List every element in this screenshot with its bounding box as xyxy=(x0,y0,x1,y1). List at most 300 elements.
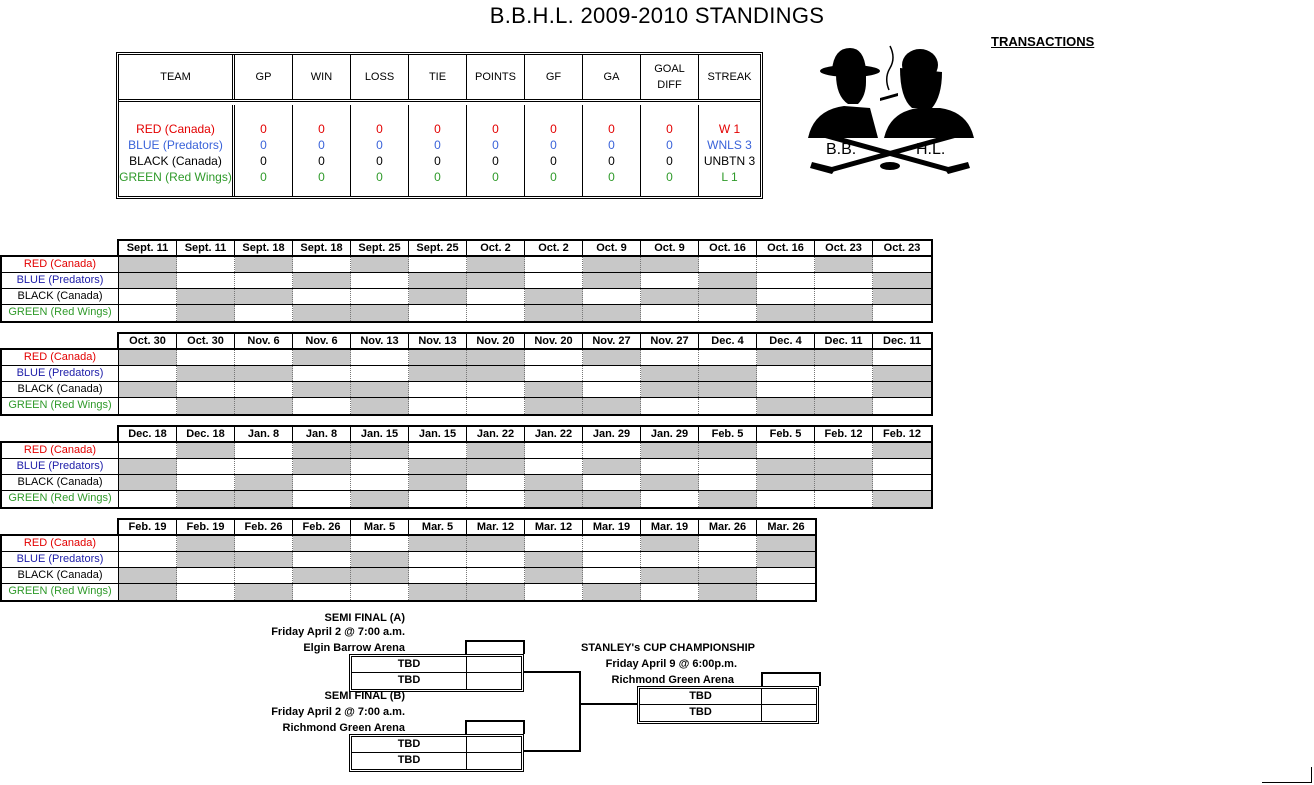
schedule-cell xyxy=(525,536,583,551)
schedule-cell xyxy=(177,289,235,304)
schedule-date: Jan. 22 xyxy=(467,427,525,441)
schedule-date: Dec. 18 xyxy=(119,427,177,441)
schedule-cell xyxy=(641,366,699,381)
schedule-cell xyxy=(293,552,351,567)
schedule-cell xyxy=(351,584,409,600)
league-logo xyxy=(800,38,980,178)
schedule-cell xyxy=(119,536,177,551)
schedule-grid xyxy=(0,441,933,509)
final-team-1: TBD xyxy=(640,689,762,704)
header-ga: GA xyxy=(583,55,641,99)
schedule-team-label: GREEN (Red Wings) xyxy=(2,491,119,507)
schedule-cell xyxy=(699,257,757,272)
schedule-cell xyxy=(177,536,235,551)
schedule-cell xyxy=(757,398,815,414)
schedule-cell xyxy=(293,398,351,414)
standings-cell-points: 0 xyxy=(492,154,499,168)
header-team: TEAM xyxy=(119,55,235,99)
header-goal-diff: GOAL DIFF xyxy=(641,55,699,99)
schedule-cell xyxy=(177,584,235,600)
schedule-cell xyxy=(235,568,293,583)
schedule-cell xyxy=(873,459,931,474)
schedule-row xyxy=(2,475,931,491)
schedule-date-header xyxy=(117,332,933,348)
schedule-date: Nov. 27 xyxy=(641,334,699,348)
schedule-cell xyxy=(235,459,293,474)
schedule-cell xyxy=(293,443,351,458)
schedule-cell xyxy=(873,289,931,304)
standings-body xyxy=(119,105,760,196)
schedule-cell xyxy=(757,568,815,583)
semi-b-title: SEMI FINAL (B) xyxy=(324,690,405,702)
schedule-team-label: BLACK (Canada) xyxy=(2,568,119,583)
schedule-cell xyxy=(583,459,641,474)
standings-col-diff xyxy=(641,105,699,196)
schedule-date: Mar. 19 xyxy=(583,520,641,534)
final-title: STANLEY's CUP CHAMPIONSHIP xyxy=(581,642,755,654)
schedule-cell xyxy=(757,443,815,458)
schedule-grid xyxy=(0,255,933,323)
schedule-cell xyxy=(525,584,583,600)
schedule-date-header xyxy=(117,239,933,255)
schedule-cell xyxy=(177,459,235,474)
schedule-cell xyxy=(467,536,525,551)
schedule-cell xyxy=(583,536,641,551)
schedule-cell xyxy=(351,491,409,507)
schedule-date: Sept. 11 xyxy=(119,241,177,255)
schedule-cell xyxy=(409,398,467,414)
standings-cell-points: 0 xyxy=(492,122,499,136)
schedule-cell xyxy=(177,491,235,507)
schedule-row xyxy=(2,443,931,459)
semi-b-box xyxy=(349,734,524,772)
header-gp: GP xyxy=(235,55,293,99)
schedule-date: Oct. 30 xyxy=(119,334,177,348)
schedule-cell xyxy=(235,366,293,381)
schedule-cell xyxy=(467,366,525,381)
standings-cell-team: GREEN (Red Wings) xyxy=(119,170,232,184)
schedule-cell xyxy=(699,273,757,288)
svg-text:TM: TM xyxy=(962,130,971,136)
schedule-cell xyxy=(409,273,467,288)
final-team-2: TBD xyxy=(640,705,762,721)
schedule-cell xyxy=(757,382,815,397)
schedule-cell xyxy=(699,459,757,474)
schedule-cell xyxy=(873,366,931,381)
final-score-2 xyxy=(762,705,816,721)
final-date: Friday April 9 @ 6:00p.m. xyxy=(605,658,737,670)
schedule-cell xyxy=(815,491,873,507)
schedule-cell xyxy=(641,552,699,567)
standings-cell-gf: 0 xyxy=(550,138,557,152)
schedule-cell xyxy=(293,366,351,381)
header-gf: GF xyxy=(525,55,583,99)
schedule-cell xyxy=(757,257,815,272)
schedule-cell xyxy=(873,382,931,397)
schedule-cell xyxy=(177,366,235,381)
final-score-header xyxy=(761,672,821,686)
schedule-row xyxy=(2,584,815,600)
standings-cell-streak: WNLS 3 xyxy=(707,138,752,152)
schedule-date: Nov. 6 xyxy=(293,334,351,348)
standings-cell-win: 0 xyxy=(318,138,325,152)
schedule-team-label: RED (Canada) xyxy=(2,257,119,272)
schedule-cell xyxy=(641,350,699,365)
schedule-date: Jan. 8 xyxy=(235,427,293,441)
standings-cell-tie: 0 xyxy=(434,154,441,168)
final-arena: Richmond Green Arena xyxy=(611,674,734,686)
schedule-cell xyxy=(177,382,235,397)
schedule-cell xyxy=(641,257,699,272)
schedule-cell xyxy=(409,305,467,321)
schedule-date: Jan. 29 xyxy=(583,427,641,441)
schedule-cell xyxy=(351,350,409,365)
schedule-cell xyxy=(235,350,293,365)
schedule-cell xyxy=(815,398,873,414)
transactions-link[interactable]: TRANSACTIONS xyxy=(991,34,1095,49)
schedule-cell xyxy=(119,568,177,583)
schedule-cell xyxy=(641,459,699,474)
schedule-cell xyxy=(641,289,699,304)
schedule-date: Feb. 19 xyxy=(119,520,177,534)
schedule-cell xyxy=(177,552,235,567)
schedule-cell xyxy=(119,475,177,490)
schedule-date: Mar. 26 xyxy=(767,521,805,533)
schedule-row xyxy=(2,491,931,507)
standings-cell-ga: 0 xyxy=(608,170,615,184)
standings-cell-team: BLUE (Predators) xyxy=(128,138,223,152)
schedule-cell xyxy=(409,459,467,474)
schedule-date: Feb. 26 xyxy=(235,520,293,534)
standings-cell-win: 0 xyxy=(318,170,325,184)
semi-a-title: SEMI FINAL (A) xyxy=(324,612,405,624)
standings-cell-loss: 0 xyxy=(376,170,383,184)
standings-header-row xyxy=(119,55,760,102)
schedule-cell xyxy=(293,350,351,365)
schedule-cell xyxy=(873,491,931,507)
schedule-cell xyxy=(815,289,873,304)
standings-cell-diff: 0 xyxy=(666,154,673,168)
schedule-date: Oct. 2 xyxy=(467,241,525,255)
schedule-team-label: GREEN (Red Wings) xyxy=(2,584,119,600)
schedule-cell xyxy=(235,584,293,600)
schedule-cell xyxy=(409,443,467,458)
schedule-cell xyxy=(641,273,699,288)
schedule-cell xyxy=(641,475,699,490)
semi-b-score-2 xyxy=(467,753,521,769)
schedule-cell xyxy=(525,257,583,272)
semi-a-score-2 xyxy=(467,673,521,689)
schedule-cell xyxy=(409,350,467,365)
schedule-cell xyxy=(699,289,757,304)
schedule-cell xyxy=(757,475,815,490)
schedule-cell xyxy=(467,350,525,365)
standings-cell-loss: 0 xyxy=(376,154,383,168)
corner-divider xyxy=(1262,767,1312,783)
schedule-cell xyxy=(757,350,815,365)
standings-cell-points: 0 xyxy=(492,138,499,152)
schedule-cell xyxy=(525,366,583,381)
schedule-cell xyxy=(467,584,525,600)
standings-cell-ga: 0 xyxy=(608,154,615,168)
semi-b-arena: Richmond Green Arena xyxy=(282,722,405,734)
standings-cell-team: BLACK (Canada) xyxy=(129,154,222,168)
schedule-cell xyxy=(815,273,873,288)
schedule-date: Oct. 16 xyxy=(757,241,815,255)
schedule-cell xyxy=(815,382,873,397)
schedule-cell xyxy=(235,398,293,414)
standings-col-streak xyxy=(699,105,760,196)
schedule-cell xyxy=(119,459,177,474)
schedule-cell xyxy=(815,350,873,365)
schedule-team-label: BLACK (Canada) xyxy=(2,475,119,490)
schedule-cell xyxy=(467,398,525,414)
schedule-cell xyxy=(235,552,293,567)
schedule-team-label: BLUE (Predators) xyxy=(2,552,119,567)
schedule-team-label: RED (Canada) xyxy=(2,443,119,458)
schedule-row xyxy=(2,568,815,584)
semi-a-arena: Elgin Barrow Arena xyxy=(303,642,405,654)
schedule-cell xyxy=(293,273,351,288)
bracket-connector xyxy=(581,703,639,705)
schedule-cell xyxy=(177,257,235,272)
standings-cell-streak: L 1 xyxy=(721,170,738,184)
schedule-cell xyxy=(583,273,641,288)
schedule-cell xyxy=(699,398,757,414)
schedule-cell xyxy=(583,350,641,365)
schedule-date: Dec. 4 xyxy=(757,334,815,348)
standings-cell-gp: 0 xyxy=(260,154,267,168)
schedule-cell xyxy=(757,305,815,321)
semi-a-score-header xyxy=(465,640,525,654)
schedule-cell xyxy=(235,289,293,304)
schedule-cell xyxy=(177,305,235,321)
standings-cell-tie: 0 xyxy=(434,122,441,136)
schedule-cell xyxy=(351,443,409,458)
standings-cell-diff: 0 xyxy=(666,122,673,136)
standings-cell-gf: 0 xyxy=(550,122,557,136)
schedule-date: Sept. 25 xyxy=(409,241,467,255)
schedule-cell xyxy=(119,350,177,365)
standings-cell-tie: 0 xyxy=(434,170,441,184)
schedule-date: Jan. 22 xyxy=(525,427,583,441)
schedule-cell xyxy=(873,475,931,490)
schedule-cell xyxy=(409,257,467,272)
schedule-cell xyxy=(641,536,699,551)
schedule-date: Dec. 4 xyxy=(699,334,757,348)
schedule-cell xyxy=(119,398,177,414)
schedule-cell xyxy=(583,289,641,304)
schedule-cell xyxy=(467,382,525,397)
schedule-row xyxy=(2,273,931,289)
schedule-date: Feb. 19 xyxy=(177,520,235,534)
header-streak: STREAK xyxy=(707,71,752,83)
schedule-cell xyxy=(119,584,177,600)
schedule-cell xyxy=(351,475,409,490)
schedule-cell xyxy=(119,366,177,381)
schedule-cell xyxy=(641,443,699,458)
schedule-cell xyxy=(583,443,641,458)
schedule-cell xyxy=(699,584,757,600)
schedule-cell xyxy=(467,289,525,304)
schedule-cell xyxy=(699,491,757,507)
final-box xyxy=(637,686,819,724)
schedule-cell xyxy=(525,491,583,507)
schedule-cell xyxy=(119,382,177,397)
schedule-cell xyxy=(873,257,931,272)
standings-col-ga xyxy=(583,105,641,196)
schedule-cell xyxy=(583,568,641,583)
schedule-cell xyxy=(177,398,235,414)
schedule-team-label: RED (Canada) xyxy=(2,350,119,365)
schedule-cell xyxy=(467,568,525,583)
schedule-cell xyxy=(583,475,641,490)
schedule-date: Jan. 15 xyxy=(351,427,409,441)
standings-cell-gf: 0 xyxy=(550,154,557,168)
standings-cell-gp: 0 xyxy=(260,122,267,136)
schedule-cell xyxy=(815,443,873,458)
schedule-cell xyxy=(293,305,351,321)
schedule-cell xyxy=(757,366,815,381)
standings-table xyxy=(116,52,763,199)
schedule-date: Nov. 20 xyxy=(467,334,525,348)
standings-cell-points: 0 xyxy=(492,170,499,184)
standings-cell-streak: W 1 xyxy=(718,122,741,136)
schedule-cell xyxy=(351,459,409,474)
schedule-date: Nov. 13 xyxy=(409,334,467,348)
standings-cell-diff: 0 xyxy=(666,138,673,152)
schedule-cell xyxy=(699,366,757,381)
schedule-cell xyxy=(583,491,641,507)
schedule-date: Jan. 15 xyxy=(409,427,467,441)
schedule-cell xyxy=(119,305,177,321)
schedule-cell xyxy=(177,443,235,458)
schedule-date: Feb. 12 xyxy=(883,428,921,440)
schedule-date-header xyxy=(117,518,817,534)
standings-cell-loss: 0 xyxy=(376,138,383,152)
schedule-date: Mar. 12 xyxy=(467,520,525,534)
schedule-cell xyxy=(757,289,815,304)
schedule-cell xyxy=(351,273,409,288)
schedule-row xyxy=(2,257,931,273)
schedule-cell xyxy=(757,459,815,474)
schedule-cell xyxy=(757,273,815,288)
standings-col-gp xyxy=(235,105,293,196)
svg-text:B.B.: B.B. xyxy=(826,141,857,158)
schedule-date: Oct. 16 xyxy=(699,241,757,255)
schedule-cell xyxy=(351,289,409,304)
schedule-cell xyxy=(641,491,699,507)
semi-b-team-1: TBD xyxy=(352,737,467,752)
schedule-cell xyxy=(235,443,293,458)
schedule-cell xyxy=(467,552,525,567)
schedule-team-label: BLUE (Predators) xyxy=(2,366,119,381)
standings-cell-diff: 0 xyxy=(666,170,673,184)
schedule-cell xyxy=(293,289,351,304)
standings-cell-gf: 0 xyxy=(550,170,557,184)
schedule-date: Nov. 20 xyxy=(525,334,583,348)
header-tie: TIE xyxy=(409,55,467,99)
schedule-date: Feb. 12 xyxy=(815,427,873,441)
standings-cell-gp: 0 xyxy=(260,138,267,152)
schedule-cell xyxy=(641,382,699,397)
standings-col-points xyxy=(467,105,525,196)
schedule-cell xyxy=(699,350,757,365)
schedule-cell xyxy=(351,366,409,381)
schedule-cell xyxy=(177,475,235,490)
schedule-cell xyxy=(525,552,583,567)
schedule-cell xyxy=(525,305,583,321)
schedule-cell xyxy=(815,257,873,272)
svg-text:H.L.: H.L. xyxy=(916,141,946,158)
header-loss: LOSS xyxy=(351,55,409,99)
schedule-row xyxy=(2,382,931,398)
schedule-cell xyxy=(467,273,525,288)
header-win: WIN xyxy=(293,55,351,99)
schedule-cell xyxy=(467,443,525,458)
semi-a-box xyxy=(349,654,524,692)
schedule-cell xyxy=(119,257,177,272)
schedule-date: Dec. 11 xyxy=(883,335,921,347)
schedule-cell xyxy=(815,305,873,321)
page-title: B.B.H.L. 2009-2010 STANDINGS xyxy=(489,3,825,28)
schedule-cell xyxy=(235,382,293,397)
schedule-cell xyxy=(351,257,409,272)
schedule-cell xyxy=(873,350,931,365)
schedule-cell xyxy=(293,491,351,507)
schedule-date: Oct. 30 xyxy=(177,334,235,348)
schedule-cell xyxy=(235,491,293,507)
schedule-cell xyxy=(409,568,467,583)
schedule-cell xyxy=(757,536,815,551)
schedule-date: Jan. 8 xyxy=(293,427,351,441)
standings-cell-ga: 0 xyxy=(608,138,615,152)
schedule-cell xyxy=(699,552,757,567)
schedule-cell xyxy=(409,289,467,304)
schedule-cell xyxy=(873,443,931,458)
schedule-row xyxy=(2,289,931,305)
schedule-date: Mar. 5 xyxy=(351,520,409,534)
schedule-cell xyxy=(293,584,351,600)
schedule-cell xyxy=(467,475,525,490)
semi-a-date: Friday April 2 @ 7:00 a.m. xyxy=(271,626,405,638)
schedule-date: Nov. 13 xyxy=(351,334,409,348)
schedule-cell xyxy=(699,305,757,321)
schedule-cell xyxy=(293,382,351,397)
schedule-cell xyxy=(641,398,699,414)
schedule-cell xyxy=(293,459,351,474)
schedule-date: Jan. 29 xyxy=(641,427,699,441)
schedule-cell xyxy=(467,305,525,321)
schedule-cell xyxy=(351,568,409,583)
schedule-cell xyxy=(641,584,699,600)
schedule-date: Oct. 9 xyxy=(583,241,641,255)
schedule-cell xyxy=(583,366,641,381)
schedule-cell xyxy=(467,491,525,507)
schedule-cell xyxy=(525,568,583,583)
schedule-cell xyxy=(119,273,177,288)
standings-col-win xyxy=(293,105,351,196)
standings-col-tie xyxy=(409,105,467,196)
schedule-cell xyxy=(583,305,641,321)
standings-col-gf xyxy=(525,105,583,196)
schedule-team-label: BLACK (Canada) xyxy=(2,289,119,304)
schedule-cell xyxy=(119,443,177,458)
schedule-cell xyxy=(815,475,873,490)
schedule-cell xyxy=(641,305,699,321)
schedule-cell xyxy=(525,289,583,304)
schedule-row xyxy=(2,350,931,366)
